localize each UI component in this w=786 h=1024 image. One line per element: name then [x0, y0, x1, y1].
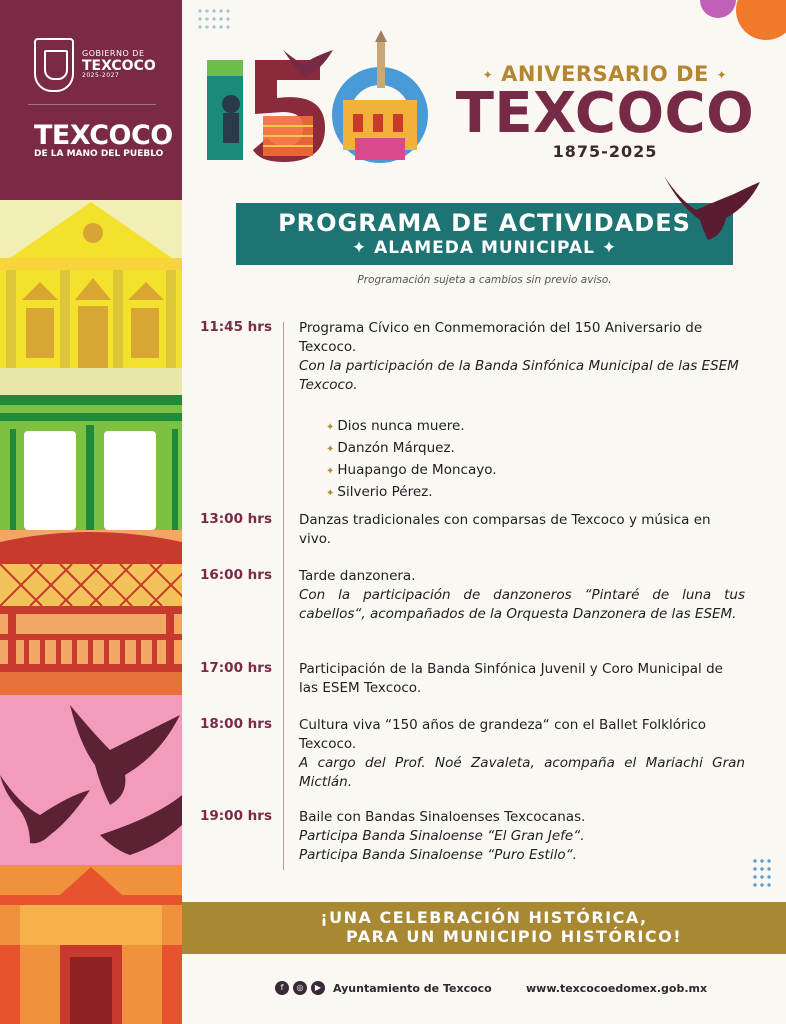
gobierno-period: 2025-2027	[82, 72, 120, 80]
kiosk-illustration	[0, 530, 182, 695]
star-bullet-icon: ✦	[326, 466, 335, 477]
entry-description	[299, 808, 745, 865]
anniversary-150-artwork	[205, 20, 435, 170]
entry-time: 16:00 hrs	[200, 567, 272, 583]
star-bullet-icon: ✦	[326, 444, 335, 455]
website-link[interactable]: www.texcocoedomex.gob.mx	[526, 982, 708, 995]
corner-circles-decoration	[696, 0, 786, 45]
entry-time: 11:45 hrs	[200, 319, 272, 335]
yellow-building-illustration	[0, 200, 182, 395]
social-account-name: Ayuntamiento de Texcoco	[333, 982, 492, 995]
entry-time: 18:00 hrs	[200, 716, 272, 732]
left-decorative-column	[0, 0, 182, 1024]
entry-time: 19:00 hrs	[200, 808, 272, 824]
anniversary-text: ANIVERSARIO DE	[501, 62, 709, 86]
slogan-line-1: ¡UNA CELEBRACIÓN HISTÓRICA,	[320, 908, 648, 927]
program-title: PROGRAMA DE ACTIVIDADES	[278, 209, 691, 237]
youtube-icon[interactable]: ▶	[311, 981, 325, 995]
entry-description	[299, 660, 745, 698]
entry-detail: Con la participación de la Banda Sinfónica Municipal de las ESEM Texcoco.	[299, 358, 739, 393]
orange-building-illustration	[0, 865, 182, 1024]
entry-time: 17:00 hrs	[200, 660, 272, 676]
entry-description	[299, 511, 745, 549]
sparkle-icon: ✦	[716, 68, 728, 82]
timeline-line	[283, 322, 284, 870]
song-list	[326, 416, 745, 504]
instagram-icon[interactable]: ◎	[293, 981, 307, 995]
program-subtitle	[236, 238, 733, 258]
texcoco-logo-text: TEXCOCO	[34, 120, 173, 151]
years-range: 1875-2025	[552, 142, 658, 161]
entry-time: 13:00 hrs	[200, 511, 272, 527]
entry-title: Danzas tradicionales con comparsas de Texcoco y música en vivo.	[299, 512, 711, 547]
entry-description	[299, 716, 745, 792]
entry-detail: Participa Banda Sinaloense “Puro Estilo“.	[299, 847, 577, 863]
program-banner	[236, 203, 733, 265]
texcoco-logo	[34, 120, 173, 159]
list-item: ✦ Silverio Pérez.	[326, 484, 433, 500]
gobierno-logo	[34, 38, 156, 92]
list-item: ✦ Huapango de Moncayo.	[326, 462, 497, 478]
schedule-notice: Programación sujeta a cambios sin previo aviso.	[357, 274, 612, 286]
green-building-illustration	[0, 395, 182, 530]
slogan-line-2: PARA UN MUNICIPIO HISTÓRICO!	[346, 927, 682, 946]
list-item: ✦ Danzón Márquez.	[326, 440, 455, 456]
coat-of-arms-icon	[34, 38, 74, 92]
entry-description	[299, 319, 745, 504]
entry-title: Tarde danzonera.	[299, 568, 416, 584]
entry-description	[299, 567, 745, 624]
facebook-icon[interactable]: f	[275, 981, 289, 995]
entry-title: Participación de la Banda Sinfónica Juvenil y Coro Municipal de las ESEM Texcoco.	[299, 661, 723, 696]
texcoco-slogan: DE LA MANO DEL PUEBLO	[34, 149, 164, 159]
brand-divider	[28, 104, 156, 105]
dot-pattern-decoration	[752, 858, 774, 892]
list-item: ✦ Dios nunca muere.	[326, 418, 465, 434]
star-bullet-icon: ✦	[326, 488, 335, 499]
footer	[182, 975, 786, 1001]
social-icons	[275, 981, 325, 995]
sparkle-icon: ✦	[601, 238, 618, 258]
entry-detail: Con la participación de danzoneros “Pintaré de luna tus cabellos“, acompañados de la Orquesta Danzonera de las ESEM.	[299, 587, 745, 622]
brand-panel	[0, 0, 182, 200]
entry-title: Baile con Bandas Sinaloenses Texcocanas.	[299, 809, 586, 825]
program-location: ALAMEDA MUNICIPAL	[374, 238, 595, 258]
entry-detail: A cargo del Prof. Noé Zavaleta, acompaña el Mariachi Gran Mictlán.	[299, 755, 745, 790]
sparkle-icon: ✦	[351, 238, 368, 258]
slogan-band	[182, 902, 786, 954]
gobierno-label: GOBIERNO DE	[82, 49, 145, 59]
entry-title: Cultura viva “150 años de grandeza“ con el Ballet Folklórico Texcoco.	[299, 717, 706, 752]
dove-icon	[662, 172, 762, 242]
title-block	[440, 62, 770, 161]
entry-detail: Participa Banda Sinaloense “El Gran Jefe“.	[299, 828, 585, 844]
star-bullet-icon: ✦	[326, 422, 335, 433]
city-title: TEXCOCO	[455, 81, 755, 146]
doves-illustration	[0, 695, 182, 865]
gobierno-name: TEXCOCO	[82, 57, 156, 74]
entry-title: Programa Cívico en Conmemoración del 150 Aniversario de Texcoco.	[299, 320, 703, 355]
sparkle-icon: ✦	[482, 68, 494, 82]
